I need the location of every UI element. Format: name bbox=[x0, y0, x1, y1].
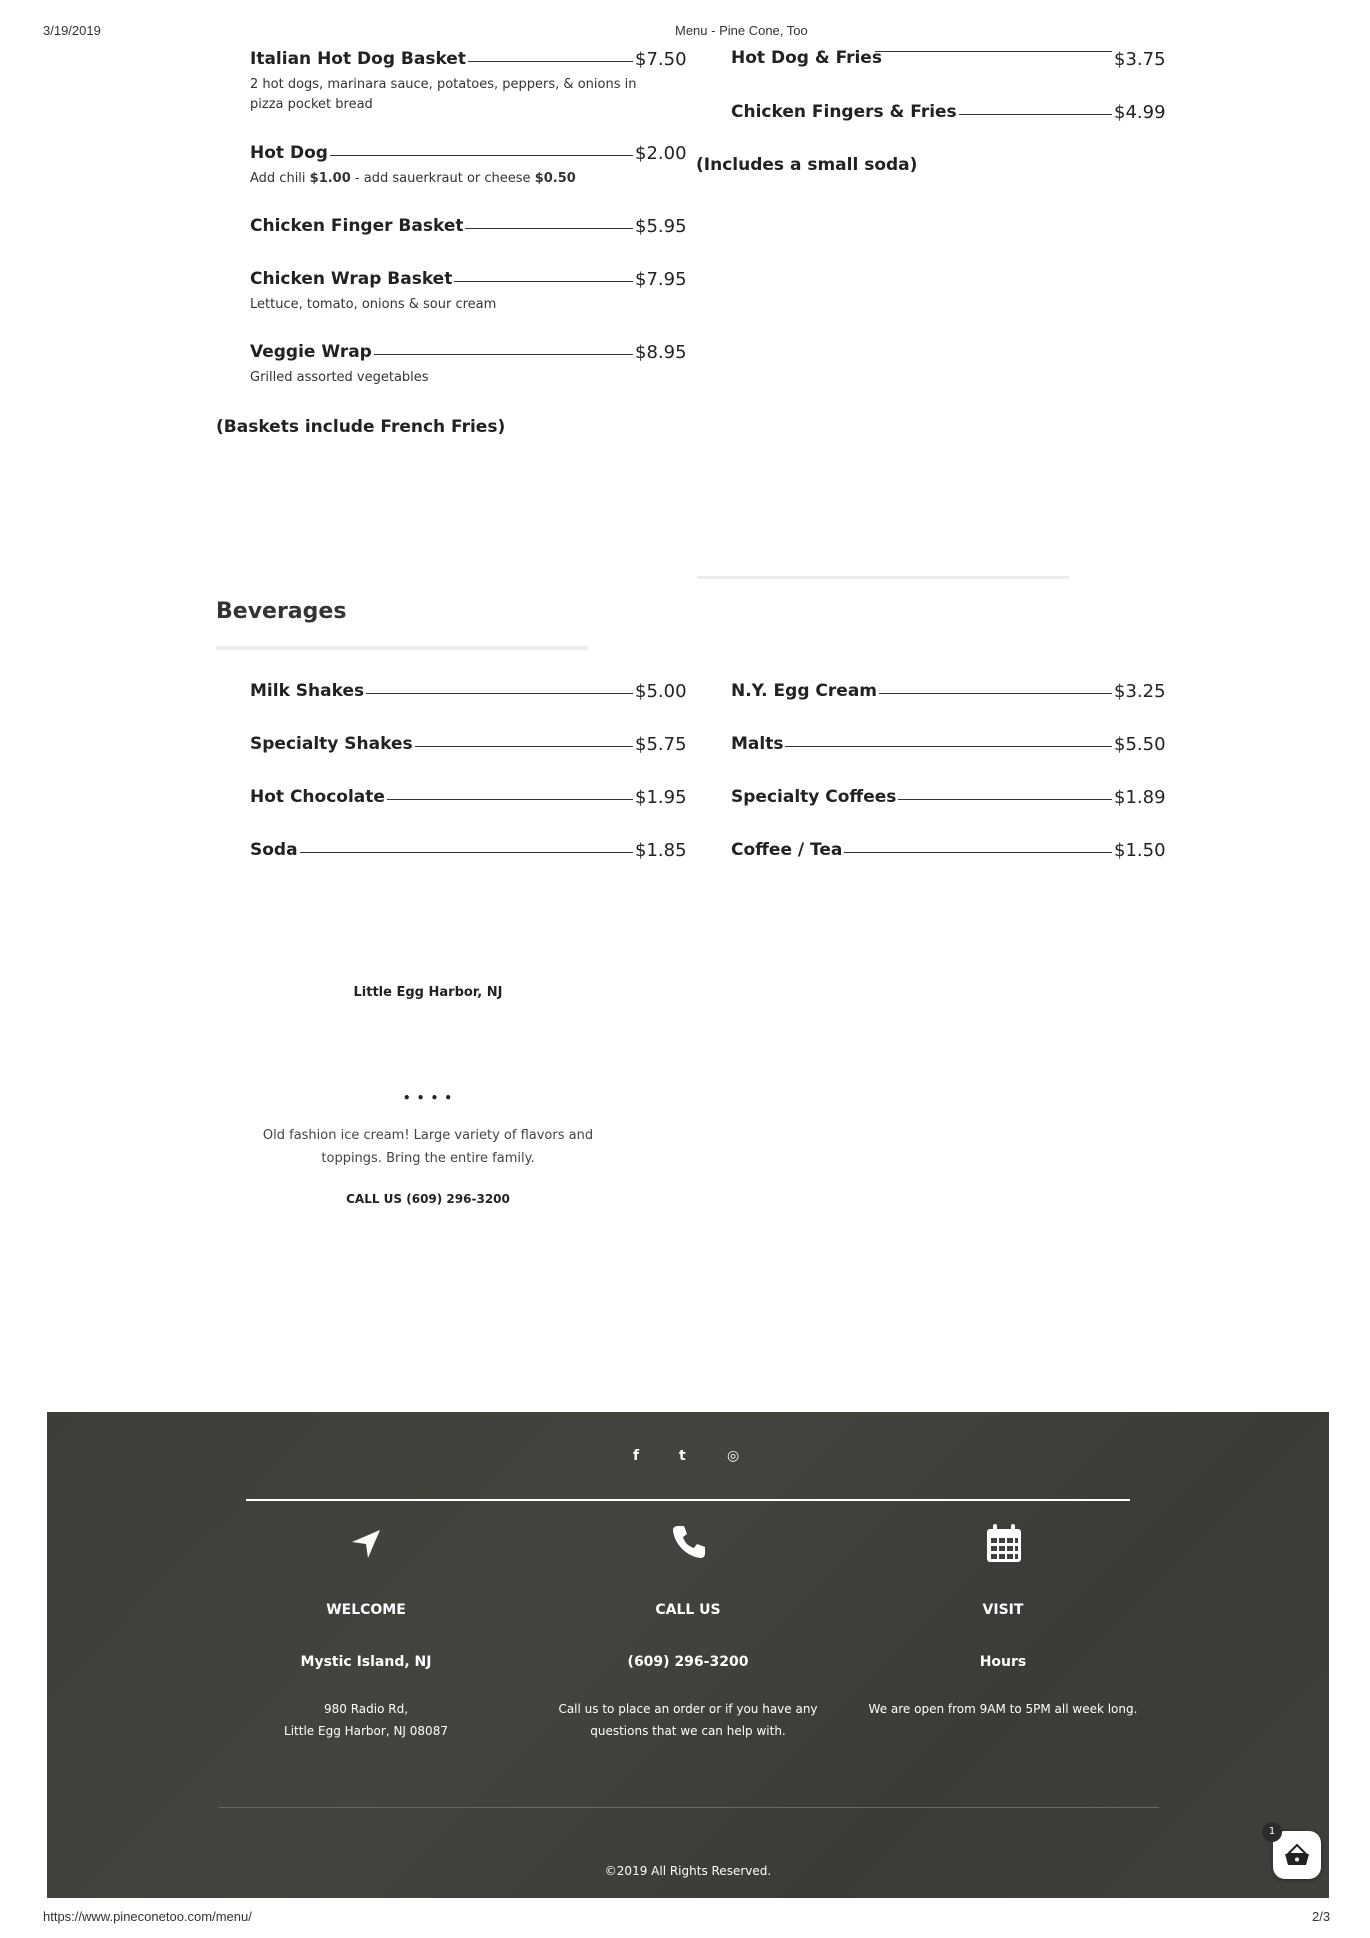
item-name: Chicken Finger Basket bbox=[250, 216, 464, 236]
item-description: Lettuce, tomato, onions & sour cream bbox=[250, 297, 497, 312]
desc-text: Add chili bbox=[250, 171, 310, 186]
item-name: Veggie Wrap bbox=[250, 342, 372, 362]
item-price: $5.50 bbox=[1114, 734, 1166, 755]
hours-heading: Hours bbox=[979, 1654, 1027, 1670]
leader-line bbox=[875, 51, 1115, 52]
item-price: $5.75 bbox=[635, 734, 687, 755]
copyright: ©2019 All Rights Reserved. bbox=[604, 1864, 772, 1878]
calendar-icon bbox=[984, 1522, 1024, 1564]
item-name: Hot Dog bbox=[250, 143, 328, 163]
phone-number[interactable]: (609) 296-3200 bbox=[627, 1654, 749, 1670]
call-us-text: questions that we can help with. bbox=[590, 1724, 786, 1738]
item-price: $7.95 bbox=[635, 269, 687, 290]
facebook-icon[interactable]: f bbox=[633, 1448, 640, 1464]
address-line: Little Egg Harbor, NJ 08087 bbox=[284, 1724, 448, 1738]
item-name: Chicken Fingers & Fries bbox=[731, 102, 957, 122]
hours-text: We are open from 9AM to 5PM all week long. bbox=[868, 1702, 1138, 1716]
leader-line bbox=[252, 852, 637, 853]
site-footer bbox=[47, 1412, 1329, 1898]
print-date: 3/19/2019 bbox=[43, 23, 101, 38]
baskets-note: (Baskets include French Fries) bbox=[216, 417, 506, 437]
item-price: $3.75 bbox=[1114, 49, 1166, 70]
footer-divider bbox=[246, 1499, 1130, 1501]
about-call-link[interactable]: CALL US (609) 296-3200 bbox=[346, 1192, 510, 1206]
address-line: 980 Radio Rd, bbox=[323, 1702, 409, 1716]
section-title: Beverages bbox=[216, 599, 347, 624]
item-name: Milk Shakes bbox=[250, 681, 365, 701]
cart-count-badge: 1 bbox=[1262, 1822, 1282, 1842]
item-description: Grilled assorted vegetables bbox=[250, 370, 429, 385]
phone-icon bbox=[669, 1522, 709, 1562]
item-description bbox=[250, 169, 680, 189]
item-price: $2.00 bbox=[635, 143, 687, 164]
section-underline bbox=[216, 646, 588, 650]
item-description: 2 hot dogs, marinara sauce, potatoes, peppers, & onions in pizza pocket bread bbox=[250, 77, 637, 112]
item-price: $7.50 bbox=[635, 49, 687, 70]
item-price: $5.95 bbox=[635, 216, 687, 237]
item-price: $5.00 bbox=[635, 681, 687, 702]
instagram-icon[interactable]: ◎ bbox=[727, 1448, 740, 1464]
decorative-dots: • • • • bbox=[402, 1091, 454, 1105]
about-text-line: toppings. Bring the entire family. bbox=[321, 1151, 535, 1166]
footer-bottom-divider bbox=[219, 1807, 1159, 1808]
desc-price: $1.00 bbox=[309, 171, 351, 186]
item-price: $1.85 bbox=[635, 840, 687, 861]
call-us-heading: CALL US bbox=[655, 1602, 721, 1618]
item-name: Specialty Shakes bbox=[250, 734, 413, 754]
call-us-text: Call us to place an order or if you have any bbox=[558, 1702, 818, 1716]
item-price: $4.99 bbox=[1114, 102, 1166, 123]
desc-text: - add sauerkraut or cheese bbox=[350, 171, 535, 186]
cart-button[interactable] bbox=[1273, 1831, 1321, 1879]
item-name: Hot Chocolate bbox=[250, 787, 385, 807]
print-title: Menu - Pine Cone, Too bbox=[675, 23, 808, 38]
leader-line bbox=[733, 746, 1115, 747]
combo-note: (Includes a small soda) bbox=[696, 155, 918, 175]
item-price: $8.95 bbox=[635, 342, 687, 363]
visit-heading: VISIT bbox=[982, 1602, 1024, 1618]
item-name: Chicken Wrap Basket bbox=[250, 269, 453, 289]
navigation-arrow-icon bbox=[348, 1526, 384, 1562]
item-name: Italian Hot Dog Basket bbox=[250, 49, 466, 69]
welcome-subheading: Mystic Island, NJ bbox=[300, 1654, 432, 1670]
twitter-icon[interactable]: t bbox=[679, 1448, 686, 1464]
item-price: $1.89 bbox=[1114, 787, 1166, 808]
section-divider bbox=[697, 576, 1069, 579]
print-url: https://www.pineconetoo.com/menu/ bbox=[43, 1909, 252, 1924]
item-name: Hot Dog & Fries bbox=[731, 48, 882, 68]
desc-price: $0.50 bbox=[534, 171, 576, 186]
item-price: $1.50 bbox=[1114, 840, 1166, 861]
about-location: Little Egg Harbor, NJ bbox=[353, 985, 503, 1000]
shopping-basket-icon bbox=[1273, 1831, 1321, 1879]
item-name: Coffee / Tea bbox=[731, 840, 843, 860]
item-price: $3.25 bbox=[1114, 681, 1166, 702]
item-name: Soda bbox=[250, 840, 298, 860]
item-name: N.Y. Egg Cream bbox=[731, 681, 878, 701]
about-text-line: Old fashion ice cream! Large variety of flavors and bbox=[262, 1128, 594, 1143]
item-name: Malts bbox=[731, 734, 784, 754]
item-price: $1.95 bbox=[635, 787, 687, 808]
welcome-heading: WELCOME bbox=[326, 1602, 406, 1618]
item-name: Specialty Coffees bbox=[731, 787, 897, 807]
print-page-number: 2/3 bbox=[1312, 1909, 1331, 1924]
